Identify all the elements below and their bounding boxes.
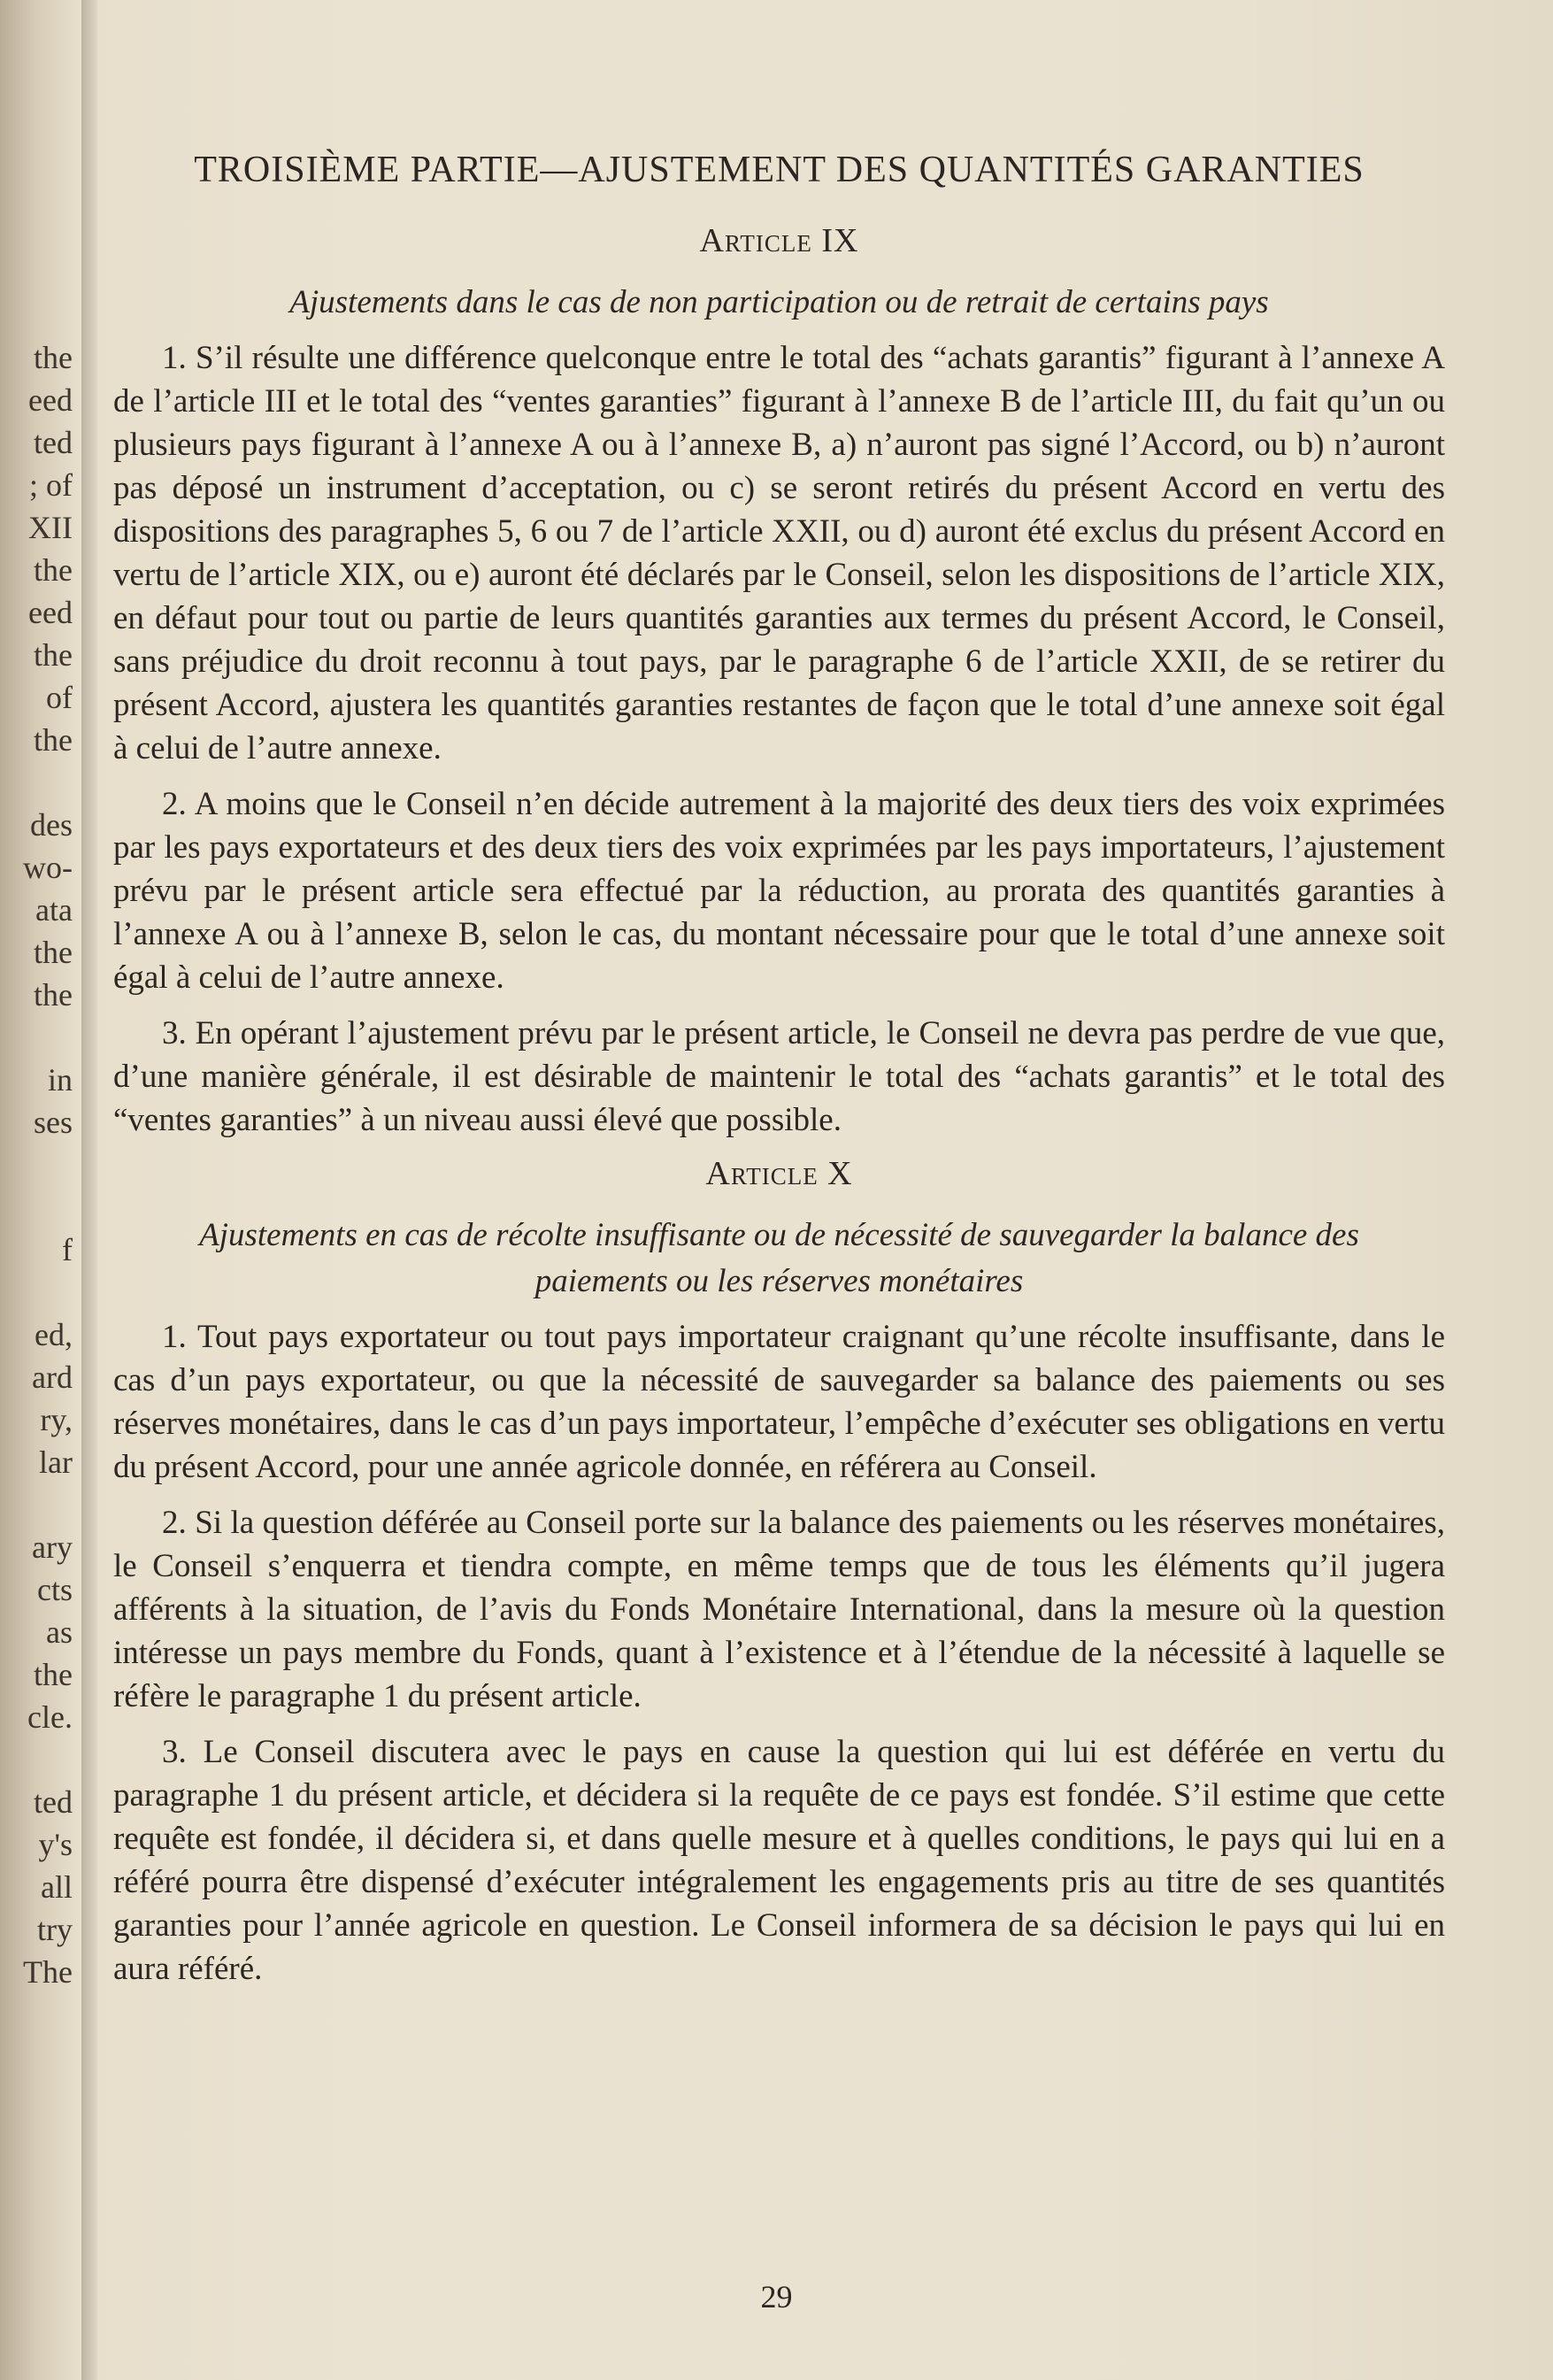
facing-page-fragment [0,1016,76,1059]
paragraph: 1. S’il résulte une différence quelconque entre le total des “achats garantis” figurant à l’annexe A de l’article III et le total des “ventes garanties” figurant à l’annexe B de l’article III, du fait qu’un ou plusieurs pays figurant à l’annexe A ou à l’annexe B, a) n’auront pas signé l’Accord, ou b) n’auront pas déposé un instrument d’acceptation, ou c) se seront retirés du présent Accord en vertu des dispositions des paragraphes 5, 6 ou 7 de l’article XXII, ou d) auront été exclus du présent Accord en vertu de l’article XIX, ou e) auront été déclarés par le Conseil, selon les dispositions de l’article XIX, en défaut pour tout ou partie de leurs quantités garanties aux termes du présent Accord, le Conseil, sans préjudice du droit reconnu à tout pays, par le paragraphe 6 de l’article XXII, de se retirer du présent Accord, ajustera les quantités garanties restantes de façon que le total d’une annexe soit égal à celui de l’autre annexe. [113,340,1445,766]
facing-page-fragment: ed, [35,1317,73,1352]
facing-page-fragment [0,1738,76,1781]
book-spine-shadow [81,0,97,2380]
facing-page-fragment: in [47,1062,73,1098]
paragraph: 2. A moins que le Conseil n’en décide autrement à la majorité des deux tiers des voix exprimées par les pays exportateurs et des deux tiers des voix exprimées par les pays importateurs, l’ajustement prévu par le présent article sera effectué par la réduction, au prorata des quantités garanties à l’annexe A ou à l’annexe B, selon le cas, du montant nécessaire pour que le total d’une annexe soit égal à celui de l’autre annexe. [113,786,1445,996]
facing-page-fragment: the [34,1657,73,1692]
article-subtitle: Ajustements en cas de récolte insuffisante ou de nécessité de sauvegarder la balance des paiements ou les réserves monétaires [199,1217,1359,1299]
facing-page-fragment: ata [35,892,73,928]
part-title: TROISIÈME PARTIE—AJUSTEMENT DES QUANTITÉS GARANTIES [194,150,1365,190]
article-heading: Article IX [699,222,859,259]
facing-page-fragment: f [62,1232,73,1267]
paragraph: 2. Si la question déférée au Conseil porte sur la balance des paiements ou les réserves monétaires, le Conseil s’enquerra et tiendra compte, en même temps que de tous les éléments qu’il jugera afférents à la situation, de l’avis du Fonds Monétaire International, dans la mesure où la question intéresse un pays membre du Fonds, quant à l’existence et à l’étendue de la nécessité à laquelle se réfère le paragraphe 1 du présent article. [113,1505,1445,1714]
facing-page-fragment [0,1144,76,1186]
page-number: 29 [760,2279,793,2315]
facing-page-fragment [0,1483,76,1526]
paragraph: 3. Le Conseil discutera avec le pays en cause la question qui lui est déférée en vertu du paragraphe 1 du présent article, et décidera si la requête de ce pays est fondée. S’il estime que cette requête est fondée, il décidera si, et dans quelle mesure et à quelles conditions, le pays qui lui en a référé pourra être dispensé d’exécuter intégralement les engagements pris au titre de ses quantités garanties pour l’année agricole en question. Le Conseil informera de sa décision le pays qui lui en aura référé. [113,1734,1445,1987]
facing-page-fragment: eed [28,595,73,630]
facing-page-fragment [0,1271,76,1313]
facing-page-fragment: the [34,977,73,1013]
facing-page-fragment: cts [37,1572,73,1607]
facing-page-fragment: ard [32,1359,73,1395]
facing-page-fragment: all [41,1869,73,1905]
article-subtitle: Ajustements dans le cas de non participation ou de retrait de certains pays [289,284,1269,320]
paragraph: 3. En opérant l’ajustement prévu par le présent article, le Conseil ne devra pas perdre de vue que, d’une manière générale, il est désirable de maintenir le total des “achats garantis” et le total des “ventes garanties” à un niveau aussi élevé que possible. [113,1015,1445,1138]
facing-page-fragment: ary [32,1529,73,1565]
facing-page-fragment: y's [38,1827,73,1862]
facing-page-fragment: the [34,722,73,758]
facing-page-fragment: ted [34,425,73,460]
facing-page-fragment: as [46,1614,73,1650]
facing-page-fragment: The [23,1954,73,1990]
facing-page-fragment: the [34,340,73,375]
facing-page-fragment: ted [34,1784,73,1820]
facing-page-fragment: lar [39,1444,73,1480]
facing-page-fragment: the [34,637,73,673]
article-x [113,1154,1445,1991]
facing-page-fragment: wo- [23,850,73,885]
facing-page-fragment: des [30,807,73,843]
article-ix [113,221,1445,1142]
facing-page-fragment: try [37,1912,73,1947]
facing-page-fragment [0,1186,76,1229]
facing-page-fragment: eed [28,382,73,418]
facing-page-fragment [0,761,76,804]
facing-page-fragment: the [34,935,73,970]
facing-page-fragment: XII [28,510,73,545]
page-content [113,133,1445,2003]
facing-page-fragment: ses [34,1105,73,1140]
article-heading: Article X [705,1155,853,1192]
facing-page-fragment: ; of [29,467,73,503]
facing-page-fragment: ry, [40,1402,73,1437]
facing-page-fragment: of [46,680,73,715]
facing-page-fragments [0,336,76,1993]
facing-page-fragment: cle. [27,1699,73,1735]
paragraph: 1. Tout pays exportateur ou tout pays importateur craignant qu’une récolte insuffisante, dans le cas d’un pays exportateur, ou que la nécessité de sauvegarder sa balance des paiements ou ses réserves monétaires, dans le cas d’un pays importateur, l’empêche d’exécuter ses obligations en vertu du présent Accord, pour une année agricole donnée, en référera au Conseil. [113,1319,1445,1485]
facing-page-fragment: the [34,552,73,588]
